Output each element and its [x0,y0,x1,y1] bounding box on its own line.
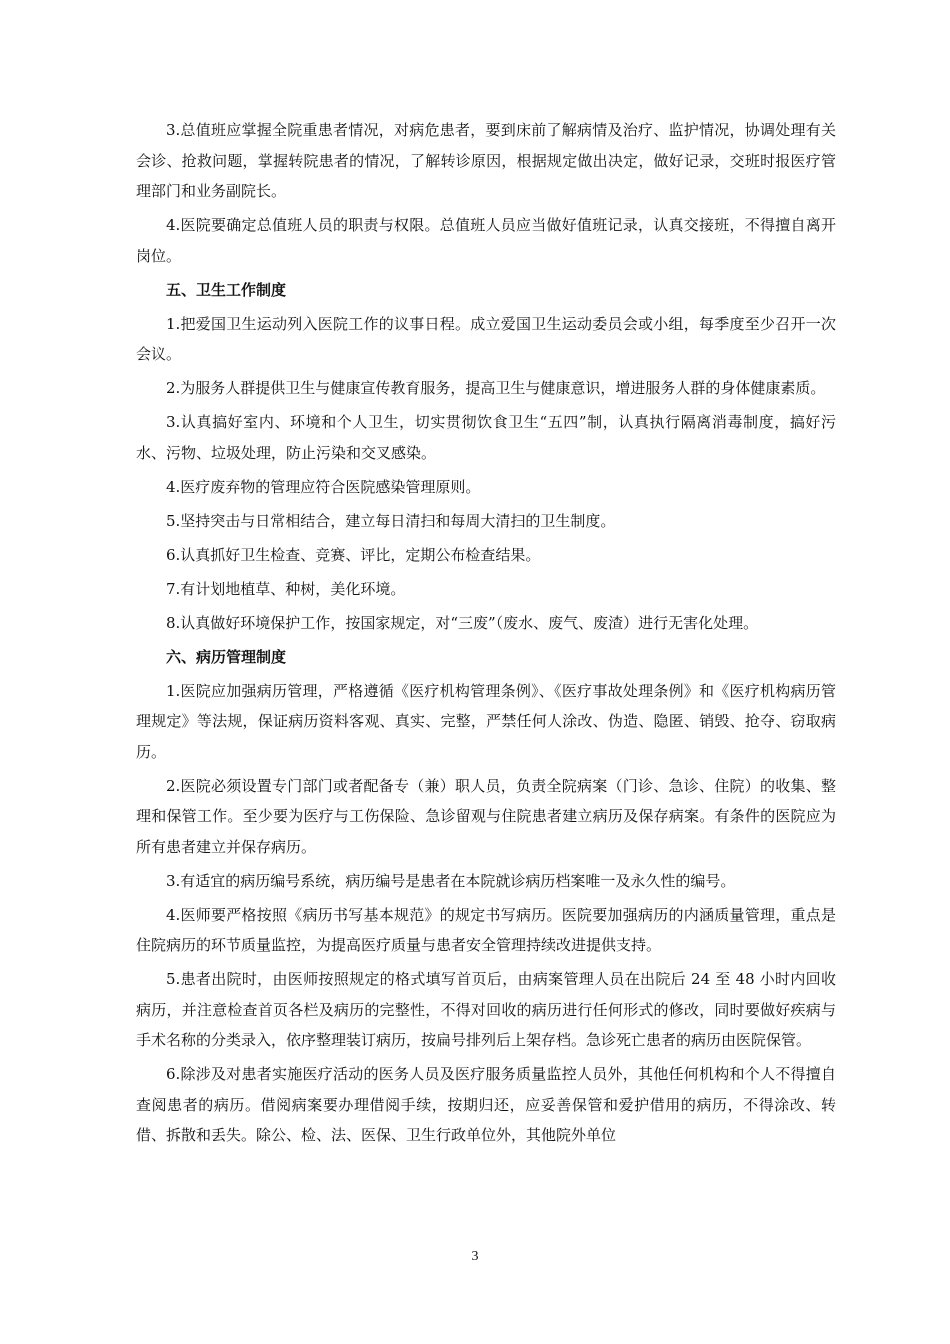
hygiene-item-3: 3.认真搞好室内、环境和个人卫生，切实贯彻饮食卫生“五四”制，认真执行隔离消毒制度，搞好污水、污物、垃圾处理，防止污染和交叉感染。 [136,413,836,462]
records-item-2: 2.医院必须设置专门部门或者配备专（兼）职人员，负责全院病案（门诊、急诊、住院）的收集、整理和保管工作。至少要为医疗与工伤保险、急诊留观与住院患者建立病历及保存病案。有条件的医院应为所有患者建立并保存病历。 [136,776,836,856]
hygiene-item-4: 4.医疗废弃物的管理应符合医院感染管理原则。 [166,477,481,496]
hygiene-item-2: 2.为服务人群提供卫生与健康宣传教育服务，提高卫生与健康意识，增进服务人群的身体健康素质。 [166,379,826,397]
page-number: 3 [471,1249,479,1264]
paragraph-duty-4: 4.医院要确定总值班人员的职责与权限。总值班人员应当做好值班记录，认真交接班，不得擅自离开岗位。 [136,216,836,265]
records-item-3: 3.有适宜的病历编号系统，病历编号是患者在本院就诊病历档案唯一及永久性的编号。 [166,871,736,890]
paragraph-duty-3: 3.总值班应掌握全院重患者情况，对病危患者，要到床前了解病情及治疗、监护情况，协调处理有关会诊、抢救问题，掌握转院患者的情况，了解转诊原因，根据规定做出决定，做好记录，交班时报医疗管理部门和业务副院长。 [136,121,836,200]
hygiene-item-1: 1.把爱国卫生运动列入医院工作的议事日程。成立爱国卫生运动委员会或小组，每季度至少召开一次会议。 [136,314,836,363]
hygiene-item-6: 6.认真抓好卫生检查、竞赛、评比，定期公布检查结果。 [166,545,541,564]
section-heading-hygiene: 五、卫生工作制度 [166,280,287,299]
section-heading-records: 六、病历管理制度 [166,647,287,666]
records-item-1: 1.医院应加强病历管理，严格遵循《医疗机构管理条例》、《医疗事故处理条例》和《医疗机构病历管理规定》等法规，保证病历资料客观、真实、完整，严禁任何人涂改、伪造、隐匿、销毁、抢夺、窃取病历。 [136,681,836,761]
records-item-5: 5.患者出院时，由医师按照规定的格式填写首页后，由病案管理人员在出院后 24 至 48 小时内回收病历，并注意检查首页各栏及病历的完整性，不得对回收的病历进行任何形式的修改，同时要做好疾病与手术名称的分类录入，依序整理装订病历，按扁号排列后上架存档。急诊死亡患者的病历由医院保管。 [136,970,836,1049]
records-item-4: 4.医师要严格按照《病历书写基本规范》的规定书写病历。医院要加强病历的内涵质量管理，重点是住院病历的环节质量监控，为提高医疗质量与患者安全管理持续改进提供支持。 [136,905,836,954]
hygiene-item-7: 7.有计划地植草、种树，美化环境。 [166,579,406,598]
document-body [136,115,836,1154]
hygiene-item-8: 8.认真做好环境保护工作，按国家规定，对“三废”（废水、废气、废渣）进行无害化处理。 [166,613,759,632]
records-item-6: 6.除涉及对患者实施医疗活动的医务人员及医疗服务质量监控人员外，其他任何机构和个人不得擅自查阅患者的病历。借阅病案要办理借阅手续，按期归还，应妥善保管和爱护借用的病历，不得涂改、转借、拆散和丢失。除公、检、法、医保、卫生行政单位外，其他院外单位 [136,1065,836,1144]
hygiene-item-5: 5.坚持突击与日常相结合，建立每日清扫和每周大清扫的卫生制度。 [166,511,616,530]
